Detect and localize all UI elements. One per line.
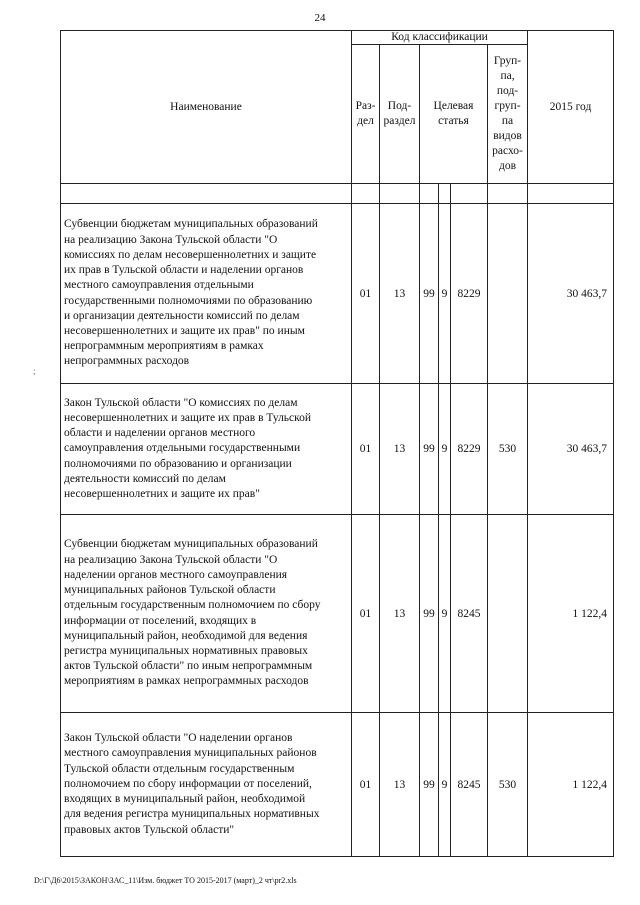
blank-cell: [61, 184, 352, 204]
row-subsection: 13: [380, 515, 420, 713]
blank-cell: [488, 184, 528, 204]
blank-cell: [352, 184, 380, 204]
row-name-line: деятельности комиссий по делам: [64, 472, 226, 485]
row-name-line: входящих в муниципальный район, необходимой: [64, 793, 306, 806]
row-name-line: Закон Тульской области "О наделении органов: [64, 732, 293, 745]
header-group-line: Груп-: [493, 55, 522, 67]
row-name-line: правовых актов Тульской области": [64, 823, 235, 836]
row-name-line: самоуправления отдельными государственными: [64, 442, 301, 455]
row-name-line: Тульской области отдельным государственным: [64, 762, 295, 775]
page-number: 24: [314, 12, 326, 24]
row-name-line: комиссиях по делам несовершеннолетних и защите: [64, 248, 317, 261]
row-name: [61, 713, 352, 857]
header-group-line: па: [501, 115, 514, 127]
row-name: [61, 384, 352, 515]
row-target-code: 8229: [451, 384, 488, 515]
header-group-line: дов: [499, 160, 517, 172]
row-name-line: их прав в Тульской области и наделении органов: [64, 264, 304, 277]
row-name-line: регистра муниципальных нормативных правовых: [64, 644, 308, 657]
table-row: [61, 515, 614, 713]
header-group-line: видов: [493, 130, 522, 142]
blank-cell: [380, 184, 420, 204]
row-name-line: полномочиями по образованию и организации: [64, 457, 292, 470]
row-name-line: несовершеннолетних и защите их прав" по иным: [64, 324, 305, 337]
header-section-line: дел: [357, 115, 374, 127]
blank-cell: [420, 184, 439, 204]
table-row: [61, 204, 614, 384]
blank-row: [61, 184, 614, 204]
row-subsection: 13: [380, 204, 420, 384]
header-year: 2015 год: [528, 31, 614, 184]
header-classification: Код классификации: [352, 31, 528, 45]
row-name-line: Субвенции бюджетам муниципальных образований: [64, 218, 318, 231]
row-name-line: непрограммным мероприятиям в рамках: [64, 340, 264, 353]
row-group: [488, 204, 528, 384]
row-section: 01: [352, 384, 380, 515]
row-name-line: области и наделении органов местного: [64, 427, 256, 440]
header-row-top: [61, 31, 614, 45]
row-name-line: и организации деятельности комиссий по делам: [64, 309, 300, 322]
header-group-line: па,: [500, 70, 515, 82]
blank-cell: [528, 184, 614, 204]
row-name: [61, 204, 352, 384]
row-amount: 30 463,7: [528, 204, 614, 384]
header-group: [488, 45, 528, 184]
row-name-line: информации от поселений, входящих в: [64, 614, 257, 627]
header-group-line: расхо-: [492, 145, 523, 157]
header-subsection-line: раздел: [383, 115, 416, 127]
blank-cell: [439, 184, 451, 204]
row-name: [61, 515, 352, 713]
row-target-code: 8245: [451, 713, 488, 857]
budget-table: [60, 30, 614, 857]
row-name-line: Закон Тульской области "О комиссиях по делам: [64, 396, 298, 409]
row-name-line: государственными полномочиями по образованию: [64, 294, 313, 307]
row-name-line: непрограммных расходов: [64, 355, 190, 368]
row-target-program: 99: [420, 515, 439, 713]
row-name-line: отдельным государственным полномочием по сбору: [64, 599, 321, 612]
row-group: 530: [488, 384, 528, 515]
row-name-line: местного самоуправления отдельными: [64, 279, 254, 292]
row-amount: 1 122,4: [528, 713, 614, 857]
row-name-line: Субвенции бюджетам муниципальных образований: [64, 538, 318, 551]
row-target-subprogram: 9: [439, 384, 451, 515]
header-target-line: статья: [438, 115, 469, 127]
header-name: Наименование: [61, 31, 352, 184]
row-amount: 30 463,7: [528, 384, 614, 515]
row-name-line: муниципальный район, необходимой для ведения: [64, 629, 308, 642]
row-section: 01: [352, 713, 380, 857]
row-name-line: полномочием по сбору информации от поселений,: [64, 777, 312, 790]
row-name-line: наделении органов местного самоуправления: [64, 568, 288, 581]
row-name-line: несовершеннолетних и защите их прав": [64, 488, 260, 500]
row-name-line: актов Тульской области" по иным непрограммным: [64, 660, 313, 673]
scan-mark: ;: [33, 366, 36, 376]
header-group-line: груп-: [494, 100, 521, 112]
row-name-line: муниципальных районов Тульской области: [64, 584, 276, 597]
row-target-subprogram: 9: [439, 515, 451, 713]
table-row: [61, 713, 614, 857]
row-name-line: мероприятиям в рамках непрограммных расходов: [64, 675, 309, 688]
row-subsection: 13: [380, 384, 420, 515]
row-name-line: на реализацию Закона Тульской области "О: [64, 233, 278, 246]
header-target: [420, 45, 488, 184]
row-name-line: на реализацию Закона Тульской области "О: [64, 553, 278, 566]
header-group-line: под-: [496, 85, 519, 97]
table-row: [61, 384, 614, 515]
row-target-program: 99: [420, 204, 439, 384]
row-target-subprogram: 9: [439, 204, 451, 384]
header-target-line: Целевая: [433, 100, 474, 112]
row-group: [488, 515, 528, 713]
row-section: 01: [352, 515, 380, 713]
row-target-code: 8245: [451, 515, 488, 713]
header-subsection: [380, 45, 420, 184]
row-name-line: для ведения регистра муниципальных нормативных: [64, 808, 320, 821]
blank-cell: [451, 184, 488, 204]
row-amount: 1 122,4: [528, 515, 614, 713]
row-name-line: местного самоуправления муниципальных районов: [64, 747, 317, 760]
file-path-footer: D:\Г\Д6\2015\ЗАКОН\ЗАС_11\Изм. бюджет ТО 2015-2017 (март)_2 чт\pr2.xls: [34, 876, 297, 885]
row-group: 530: [488, 713, 528, 857]
header-section-line: Раз-: [355, 100, 376, 112]
header-subsection-line: Под-: [387, 100, 412, 112]
row-target-code: 8229: [451, 204, 488, 384]
row-name-line: несовершеннолетних и защите их прав в Тульской: [64, 411, 312, 424]
row-target-subprogram: 9: [439, 713, 451, 857]
header-section: [352, 45, 380, 184]
row-subsection: 13: [380, 713, 420, 857]
row-target-program: 99: [420, 384, 439, 515]
row-section: 01: [352, 204, 380, 384]
row-target-program: 99: [420, 713, 439, 857]
